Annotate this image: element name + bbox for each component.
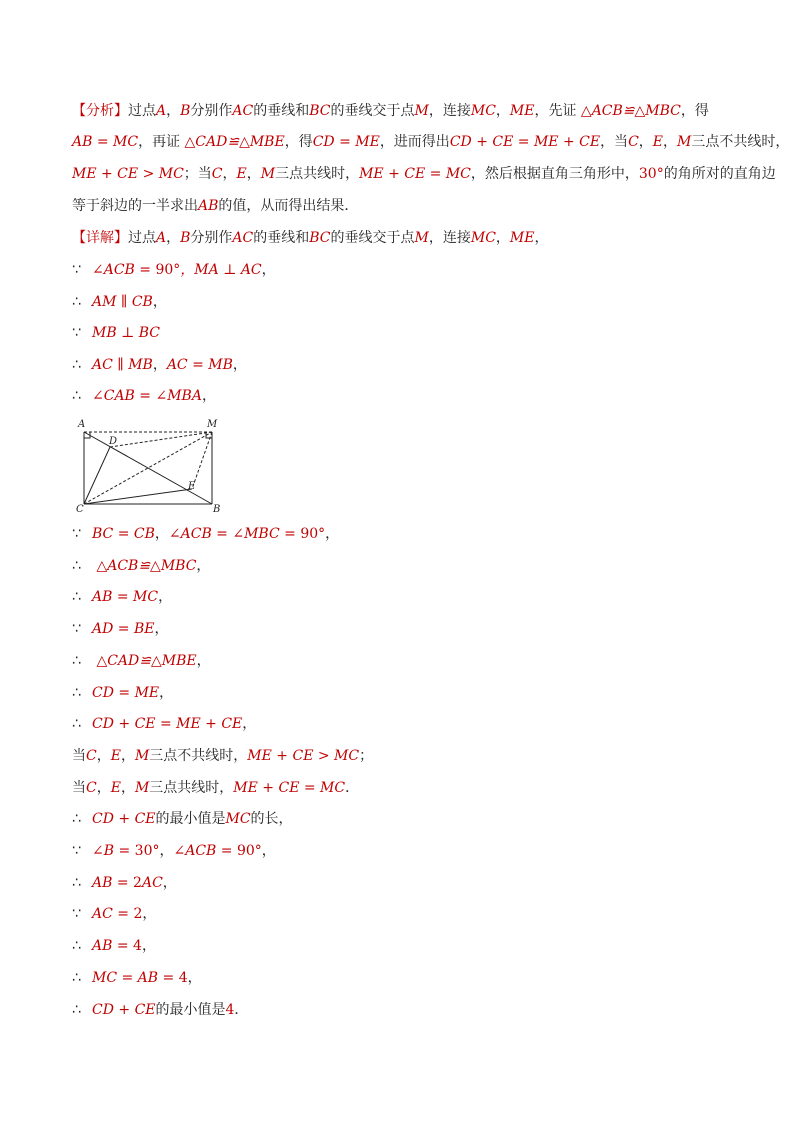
text-run: 的垂线和 [253, 230, 310, 246]
detail-line [72, 228, 734, 248]
text-run: 的角所对的直角边 [663, 166, 776, 182]
label-e: E [188, 481, 196, 492]
proof-step [72, 809, 734, 829]
text-run: ME [509, 230, 535, 246]
logic-symbol: ∴ [72, 388, 81, 404]
text-run: ，得 [284, 134, 313, 150]
text-run: ， [187, 969, 202, 986]
section-label: 【分析】 [72, 103, 128, 119]
text-run: 三点不共线时， [149, 747, 248, 764]
text-run: M [134, 779, 150, 796]
text-run: 90° [300, 526, 326, 542]
text-run: ， [232, 357, 247, 373]
logic-symbol: ∴ [72, 652, 81, 669]
text-run: 4 [225, 1001, 235, 1018]
text-run: AC [232, 230, 254, 246]
text-run: BC = CB [92, 526, 155, 542]
text-run: ． [345, 779, 360, 796]
text-run: ； [359, 747, 374, 764]
text-run: ， [154, 621, 169, 638]
proof-step [72, 746, 734, 766]
segment-dm [110, 432, 212, 447]
text-run: ∠B = [92, 843, 135, 859]
logic-symbol: ∴ [72, 589, 81, 606]
logic-symbol: ∵ [72, 325, 81, 341]
text-run: ， [158, 589, 173, 606]
text-run: 2 [133, 906, 143, 923]
segment-cd [84, 447, 110, 504]
text-run: ， [261, 843, 276, 859]
text-run: E [652, 134, 664, 150]
text-run: 90° [236, 843, 262, 859]
text-run: CD + CE = ME + CE [92, 716, 243, 733]
text-run: M [260, 166, 276, 182]
text-run: ， [162, 874, 177, 891]
proof-step [72, 904, 734, 924]
text-run: ， [495, 230, 510, 246]
text-run: ， [196, 557, 211, 574]
logic-symbol: ∵ [72, 262, 81, 278]
proof-step [72, 619, 734, 639]
text-run: △CAD≌△MBE [184, 134, 285, 150]
text-run: 等于斜边的一半求出 [72, 198, 198, 214]
text-run: ，先证 [534, 103, 581, 119]
text-run: 分别作 [190, 103, 233, 119]
proof-step [72, 968, 734, 988]
logic-symbol: ∵ [72, 843, 81, 859]
logic-symbol: ∵ [72, 621, 81, 638]
text-run: △CAD≌△MBE [92, 652, 197, 669]
text-run: 三点共线时， [275, 166, 360, 182]
text-run: ， [152, 294, 167, 310]
text-run: 的最小值是 [155, 811, 226, 828]
text-run: ， [159, 684, 174, 701]
text-run: ， [159, 843, 174, 859]
proof-step [72, 778, 734, 798]
text-run: 的垂线交于点 [330, 103, 415, 119]
text-run: ，当 [600, 134, 629, 150]
text-run: AC = [92, 906, 134, 923]
logic-symbol: ∴ [72, 684, 81, 701]
text-run: 过点 [128, 103, 156, 119]
text-run: ， [638, 134, 653, 150]
proof-step [72, 323, 734, 343]
proof-step [72, 260, 734, 280]
text-run: MC [225, 811, 251, 828]
text-run: A [156, 103, 167, 119]
label-a: A [78, 419, 86, 430]
text-run: ， [222, 166, 237, 182]
text-run: AC = MB [166, 357, 233, 373]
proof-step [72, 1000, 734, 1020]
text-run: ， [142, 906, 157, 923]
text-run: CD = ME [312, 134, 380, 150]
logic-symbol: ∴ [72, 969, 81, 986]
text-run: 分别作 [190, 230, 233, 246]
text-run: ， [663, 134, 678, 150]
text-run: AC [232, 103, 254, 119]
text-run: ， [201, 388, 216, 404]
text-run: ， [166, 103, 181, 119]
section-label: 【详解】 [72, 230, 128, 246]
text-run: 4 [178, 969, 188, 986]
text-run: M [134, 747, 150, 764]
text-run: 当 [72, 779, 86, 796]
proof-step [72, 355, 734, 375]
logic-symbol: ∴ [72, 938, 81, 955]
text-run: ，得 [680, 103, 709, 119]
text-run: ， [246, 166, 261, 182]
text-run: ME + CE = MC [359, 166, 471, 182]
proof-step [72, 651, 734, 671]
text-run: ME + CE > MC [72, 166, 184, 182]
geometry-figure [76, 414, 236, 514]
text-run: ME + CE > MC [247, 747, 360, 764]
text-run: ，连接 [428, 230, 471, 246]
text-run: B [180, 103, 191, 119]
text-run: M [677, 134, 692, 150]
text-run: AB [198, 198, 219, 214]
text-run: ∠ACB = [92, 262, 156, 278]
text-run: MB ⊥ BC [92, 325, 160, 341]
text-run: ， [242, 716, 257, 733]
proof-step [72, 683, 734, 703]
text-run: 的值，从而得出结果． [218, 198, 359, 214]
text-run: AC [141, 874, 163, 891]
proof-step [72, 714, 734, 734]
text-run: ， [96, 747, 111, 764]
proof-step [72, 524, 734, 544]
text-run: ，连接 [428, 103, 471, 119]
text-run: CD + CE [92, 811, 156, 828]
text-run: M [414, 230, 429, 246]
proof-step [72, 587, 734, 607]
text-run: 的垂线和 [253, 103, 310, 119]
logic-symbol: ∴ [72, 811, 81, 828]
text-run: MC [470, 103, 496, 119]
text-run: △ACB≌△MBC [580, 103, 681, 119]
text-run: ，然后根据直角三角形中， [470, 166, 639, 182]
text-run: E [110, 747, 121, 764]
text-run: ∠ACB = [173, 843, 237, 859]
logic-symbol: ∴ [72, 557, 81, 574]
proof-step [72, 292, 734, 312]
logic-symbol: ∵ [72, 526, 81, 542]
text-run: 的垂线交于点 [330, 230, 415, 246]
text-run: AB = MC [92, 589, 159, 606]
logic-symbol: ∴ [72, 294, 81, 310]
text-run: MC [470, 230, 496, 246]
text-run: CD = ME [92, 684, 160, 701]
text-run: CD + CE = ME + CE [449, 134, 601, 150]
text-run: M [414, 103, 429, 119]
text-run: 的长， [250, 811, 293, 828]
text-run: 三点不共线时， [691, 134, 790, 150]
text-run: ， [96, 779, 111, 796]
text-run: ，MA ⊥ AC [180, 262, 262, 278]
text-run: C [211, 166, 223, 182]
text-run: ， [534, 230, 549, 246]
analysis-line [72, 132, 790, 152]
text-run: △ACB≌△MBC [92, 557, 197, 574]
text-run: C [628, 134, 639, 150]
text-run: ， [196, 652, 211, 669]
text-run: 过点 [128, 230, 156, 246]
text-run: ， [120, 779, 135, 796]
label-d: D [109, 436, 118, 447]
text-run: 三点共线时， [149, 779, 234, 796]
text-run: C [86, 747, 97, 764]
text-run: MC = AB = [92, 969, 179, 986]
logic-symbol: ∴ [72, 357, 81, 373]
text-run: 4 [133, 938, 142, 955]
text-run: ． [234, 1001, 249, 1018]
text-run: ∠ACB = ∠MBC = [168, 526, 301, 542]
text-run: ， [495, 103, 510, 119]
text-run: 30° [134, 843, 160, 859]
text-run: AM ∥ CB [92, 294, 153, 310]
text-run: ， [166, 230, 181, 246]
text-run: A [156, 230, 167, 246]
proof-step [72, 386, 734, 406]
label-m: M [207, 419, 218, 430]
proof-step [72, 936, 734, 956]
text-run: AC ∥ MB [92, 357, 153, 373]
logic-symbol: ∴ [72, 874, 81, 891]
logic-symbol: ∵ [72, 906, 81, 923]
text-run: AB = MC [72, 134, 139, 150]
text-run: ME + CE = MC [233, 779, 346, 796]
logic-symbol: ∴ [72, 1001, 81, 1018]
text-run: 当 [72, 747, 86, 764]
text-run: ME [509, 103, 535, 119]
analysis-line [72, 101, 734, 121]
text-run: B [180, 230, 191, 246]
text-run: E [110, 779, 121, 796]
text-run: ， [325, 526, 340, 542]
text-run: AB = [92, 874, 134, 891]
text-run: BC [309, 103, 331, 119]
logic-symbol: ∴ [72, 716, 81, 733]
proof-step [72, 873, 734, 893]
label-b: B [213, 504, 221, 514]
text-run: CD + CE [92, 1001, 156, 1018]
text-run: BC [309, 230, 331, 246]
text-run: ， [152, 357, 167, 373]
text-run: ∠CAB = ∠MBA [92, 388, 202, 404]
segment-ce [84, 489, 192, 504]
text-run: 2 [133, 874, 142, 891]
analysis-line [72, 164, 776, 184]
proof-step [72, 841, 734, 861]
text-run: ，进而得出 [379, 134, 450, 150]
text-run: E [236, 166, 247, 182]
text-run: ， [120, 747, 135, 764]
text-run: 90° [155, 262, 181, 278]
analysis-line [72, 196, 734, 216]
text-run: C [86, 779, 97, 796]
text-run: ；当 [183, 166, 212, 182]
text-run: ， [154, 526, 169, 542]
text-run: 30° [638, 166, 664, 182]
text-run: ， [261, 262, 276, 278]
text-run: AD = BE [92, 621, 155, 638]
text-run: 的最小值是 [155, 1001, 226, 1018]
text-run: AB = [92, 938, 134, 955]
text-run: ， [141, 938, 156, 955]
proof-step [72, 556, 734, 576]
text-run: ，再证 [138, 134, 185, 150]
label-c: C [76, 504, 84, 514]
